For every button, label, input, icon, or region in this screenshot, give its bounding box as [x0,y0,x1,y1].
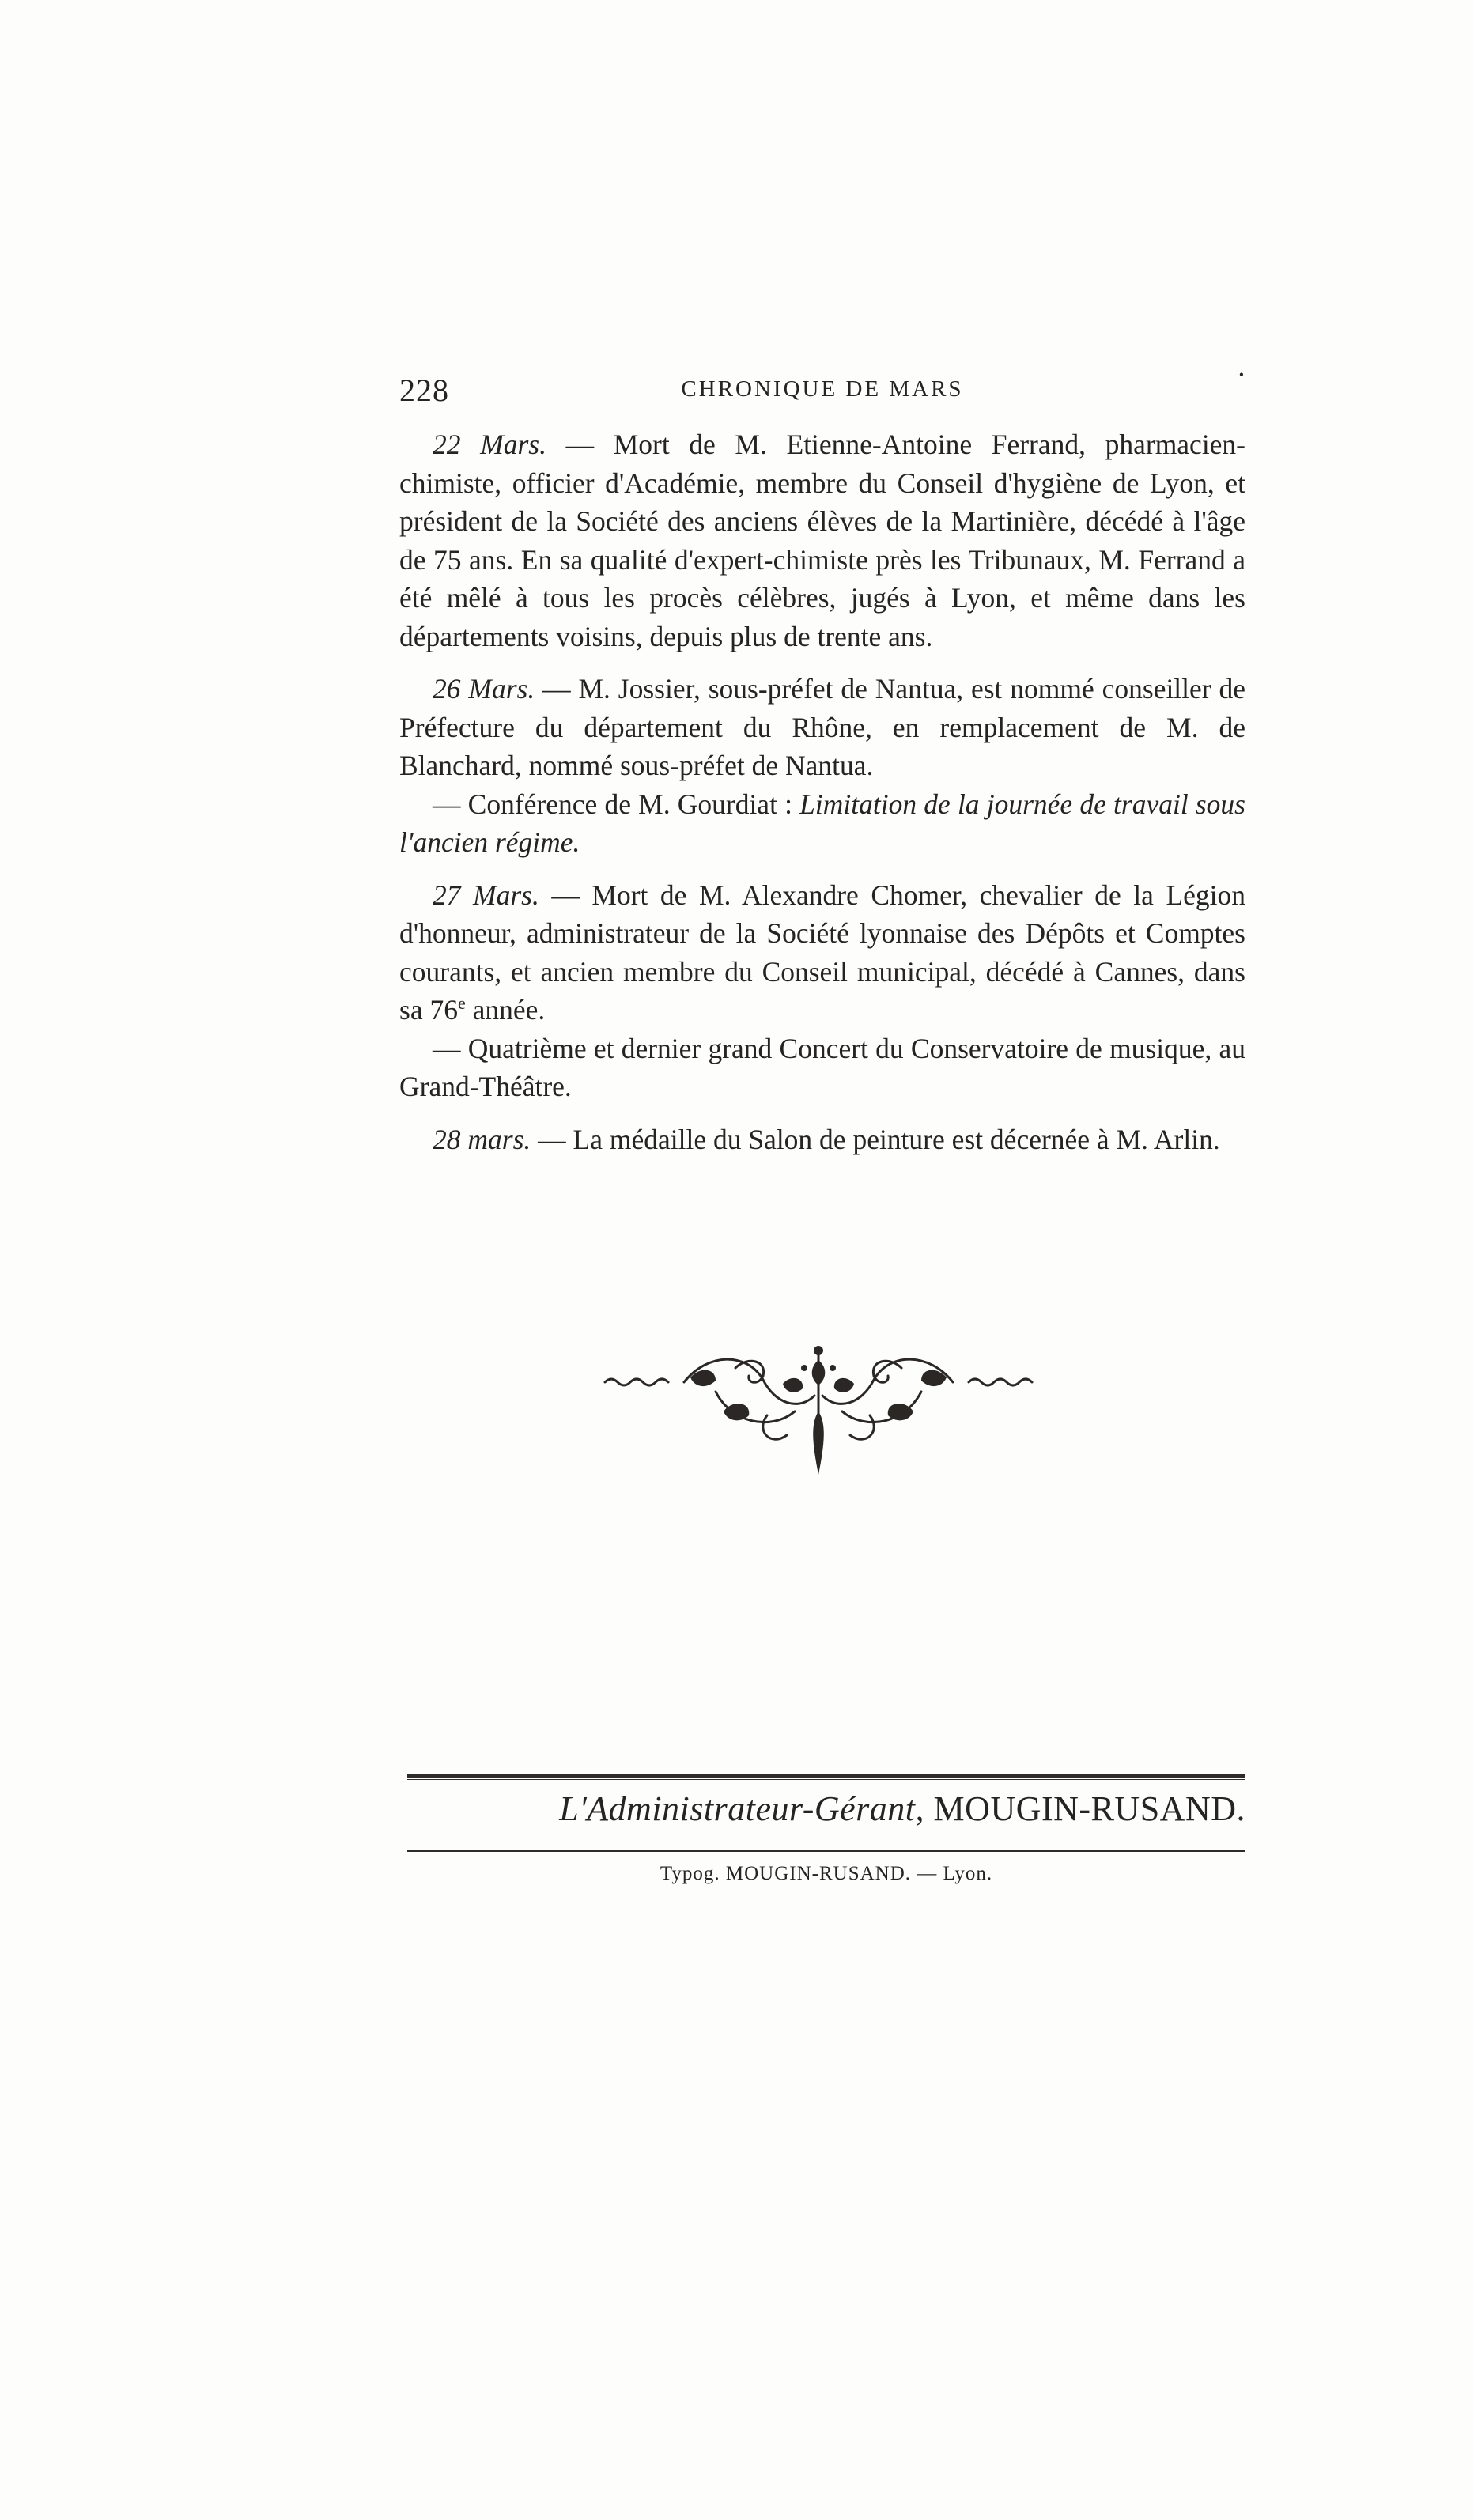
entry-date: 28 mars. [433,1123,531,1155]
publisher-signature [407,1789,1245,1836]
footer-rule-bottom [407,1850,1245,1852]
entry-text: — Mort de M. Etienne-Antoine Ferrand, pharmacien-chimiste, officier d'Académie, membre du Conseil d'hygiène de Lyon, et président de la Société des anciens élèves de la Martinière, décédé à l'âge de 75 ans. En sa qualité d'expert-chimiste près les Tribunaux, M. Ferrand a été mêlé à tous les procès célèbres, jugés à Lyon, et même dans les départements voisins, depuis plus de trente ans. [399,429,1246,652]
entry-date: 26 Mars. [433,673,535,705]
printer-mark: • [1238,367,1245,383]
entry-text-end: année. [465,994,546,1026]
fleuron-ornament-icon [597,1336,1040,1479]
entry-conference [399,785,1245,862]
entry-28-mars [399,1120,1245,1159]
entry-text: — Mort de M. Alexandre Chomer, chevalier de la Légion d'honneur, administrateur de la Société lyonnaise des Dépôts et Comptes courants, et ancien membre du Conseil municipal, décédé à Cannes, dans sa 76 [399,878,1245,1026]
conference-title: Limitation de la journée de travail sous l'ancien régime. [399,788,1245,858]
page-number: 228 [399,372,449,408]
running-title: CHRONIQUE DE MARS [681,376,964,402]
ordinal-superscript: e [457,993,466,1014]
entry-concert [399,1030,1245,1106]
entry-text: — Quatrième et dernier grand Concert du Conservatoire de musique, au Grand-Théâtre. [399,1032,1245,1102]
signature-name: MOUGIN-RUSAND. [933,1789,1245,1828]
signature-role: L'Administrateur-Gérant, [559,1789,925,1828]
printer-imprint: Typog. MOUGIN-RUSAND. — Lyon. [660,1863,993,1884]
entry-text: — Conférence de M. Gourdiat : [433,788,800,820]
entry-22-mars [399,425,1245,656]
footer-rule-top-thin [407,1779,1245,1780]
footer-rule-top [407,1774,1245,1778]
entry-27-mars [399,876,1245,1030]
entry-26-mars [399,670,1245,785]
entry-date: 27 Mars. [433,878,539,911]
chronicle-body [399,425,1245,1158]
entry-text: — M. Jossier, sous-préfet de Nantua, est nommé conseiller de Préfecture du département du Rhône, en remplacement de M. de Blanchard, nommé sous-préfet de Nantua. [399,673,1245,781]
running-head [399,367,1245,411]
entry-date: 22 Mars. [433,429,546,460]
entry-text: — La médaille du Salon de peinture est décernée à M. Arlin. [531,1123,1220,1155]
